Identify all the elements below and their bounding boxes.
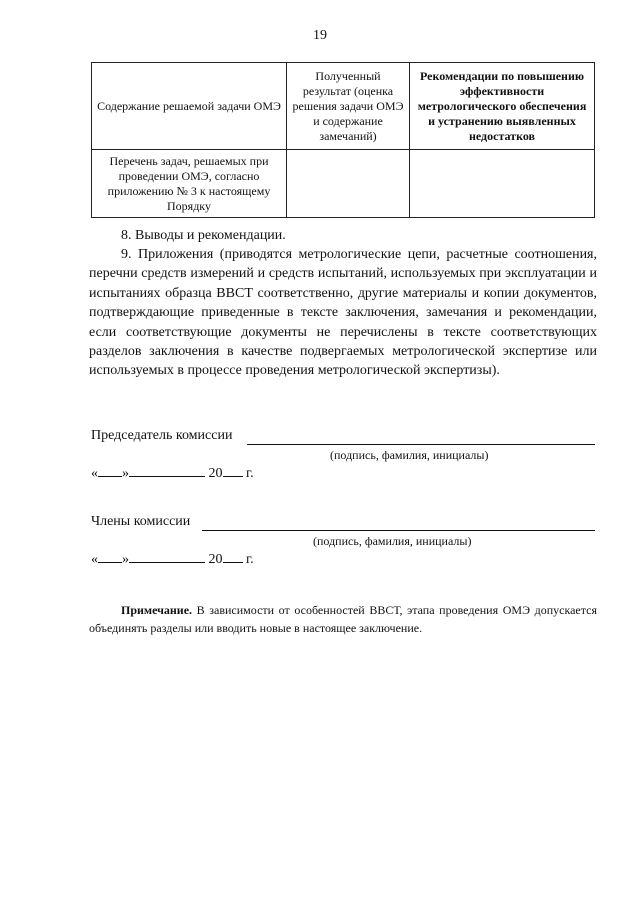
table-cell-result bbox=[287, 150, 410, 218]
members-label: Члены комиссии bbox=[91, 514, 191, 529]
results-table bbox=[91, 62, 595, 218]
table-cell-recommendations bbox=[410, 150, 595, 218]
chairman-date bbox=[91, 462, 254, 482]
date-close-quote: » bbox=[122, 466, 129, 481]
members-signature-line bbox=[202, 530, 595, 531]
date-open-quote: « bbox=[91, 466, 98, 481]
date-day-blank bbox=[98, 548, 122, 563]
chairman-signature-caption: (подпись, фамилия, инициалы) bbox=[330, 448, 489, 462]
date-year-prefix: 20 bbox=[208, 466, 223, 481]
date-month-blank bbox=[129, 462, 205, 477]
note-label: Примечание. bbox=[121, 603, 193, 617]
table-header-result: Полученный результат (оценка решения задачи ОМЭ и содержание замечаний) bbox=[287, 63, 410, 150]
date-close-quote: » bbox=[122, 552, 129, 567]
page-number: 19 bbox=[313, 28, 327, 43]
members-date bbox=[91, 548, 254, 568]
note-text: В зависимости от особенностей ВВСТ, этапа проведения ОМЭ допускается объединять разделы или вводить новые в настоящее заключение. bbox=[89, 603, 597, 635]
date-day-blank bbox=[98, 462, 122, 477]
paragraph-9: 9. Приложения (приводятся метрологические цепи, расчетные соотношения, перечни средств измерений и средств испытаний, используемых при эксплуатации и испытаниях образца ВВСТ соответственно, другие материалы и копии документов, подтверждающие приведенные в тексте заключения, замечания и рекомендации, если соответствующие документы не перечислены в тексте соответствующих разделов заключения в качестве подвергаемых метрологической экспертизе или используемых в процессе проведения метрологической экспертизы). bbox=[89, 247, 597, 379]
note bbox=[89, 601, 597, 637]
date-suffix: г. bbox=[246, 466, 254, 481]
date-year-blank bbox=[223, 462, 243, 477]
date-year-blank bbox=[223, 548, 243, 563]
date-suffix: г. bbox=[246, 552, 254, 567]
members-signature-caption: (подпись, фамилия, инициалы) bbox=[313, 534, 472, 548]
date-month-blank bbox=[129, 548, 205, 563]
table-header-row bbox=[92, 63, 595, 150]
date-year-prefix: 20 bbox=[208, 552, 223, 567]
paragraph-8: 8. Выводы и рекомендации. bbox=[121, 228, 286, 243]
table-cell-task: Перечень задач, решаемых при проведении ОМЭ, согласно приложению № 3 к настоящему Порядку bbox=[92, 150, 287, 218]
date-open-quote: « bbox=[91, 552, 98, 567]
chairman-label: Председатель комиссии bbox=[91, 428, 233, 443]
table-header-recommendations: Рекомендации по повышению эффективности метрологического обеспечения и устранению выявленных недостатков bbox=[410, 63, 595, 150]
table-header-task: Содержание решаемой задачи ОМЭ bbox=[92, 63, 287, 150]
table-row bbox=[92, 150, 595, 218]
chairman-signature-line bbox=[247, 444, 595, 445]
